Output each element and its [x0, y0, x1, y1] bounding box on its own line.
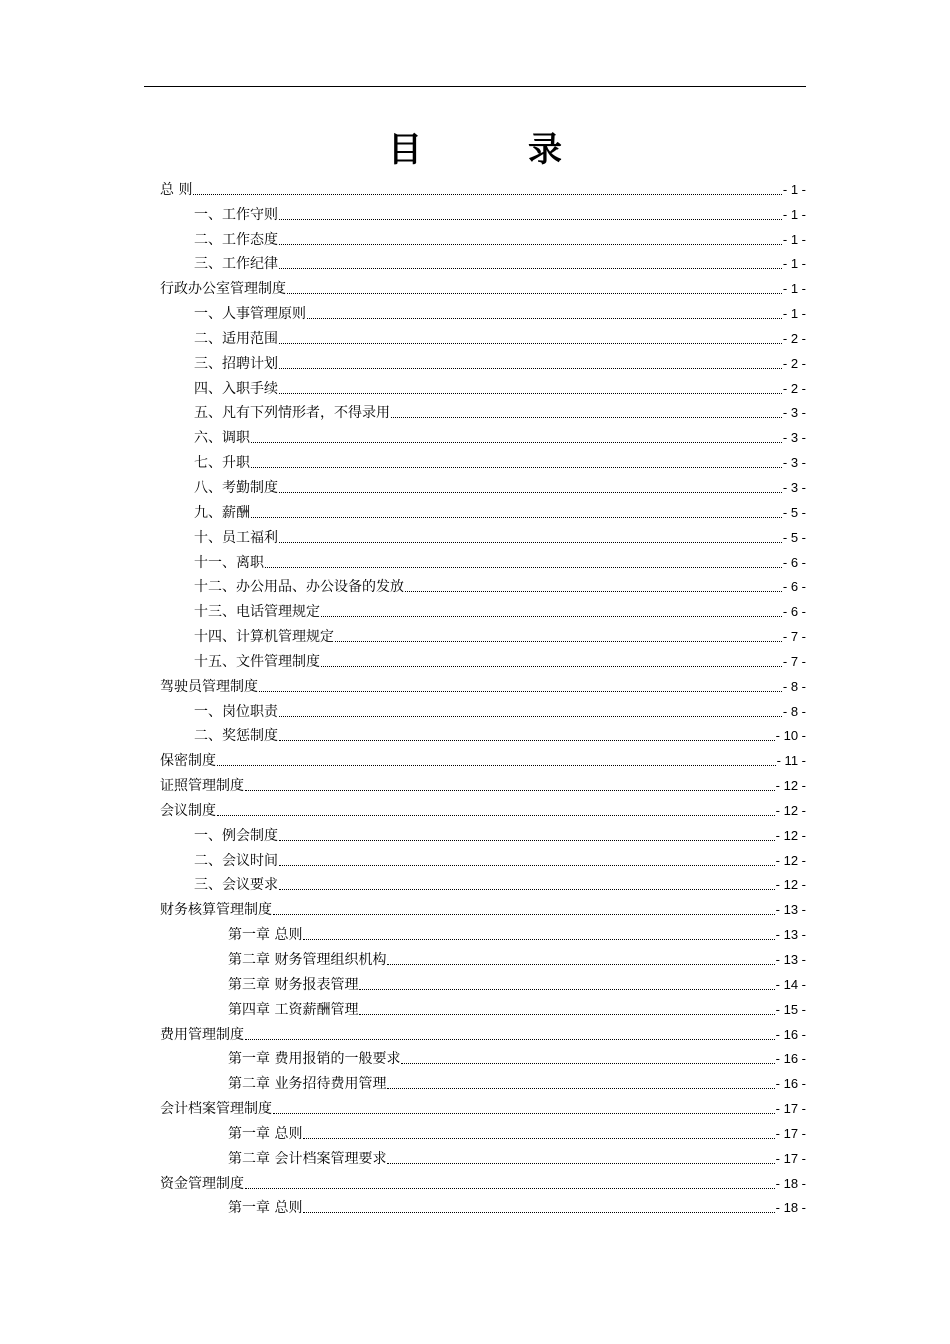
dot-leader [279, 393, 782, 394]
toc-entry[interactable] [160, 174, 806, 199]
toc-entry-title: 第二章 财务管理组织机构 [228, 952, 387, 968]
toc-entry[interactable] [160, 547, 806, 572]
toc-entry[interactable] [160, 298, 806, 323]
header-rule [144, 86, 806, 87]
toc-entry-page-number: - 3 - [782, 479, 806, 495]
dot-leader [279, 244, 782, 245]
dot-leader [279, 343, 782, 344]
dot-leader [217, 815, 775, 816]
toc-entry-title: 十一、离职 [194, 554, 264, 571]
toc-entry-title: 一、人事管理原则 [194, 306, 306, 323]
toc-entry-title: 资金管理制度 [160, 1175, 244, 1192]
toc-entry[interactable] [160, 621, 806, 646]
dot-leader [193, 194, 781, 195]
toc-entry-title: 七、升职 [194, 455, 250, 472]
toc-entry-page-number: - 1 - [782, 181, 806, 197]
toc-entry[interactable] [160, 1044, 806, 1069]
toc-entry-page-number: - 11 - [776, 753, 806, 769]
toc-entry[interactable] [160, 919, 806, 944]
toc-entry-title: 第一章 总则 [228, 1200, 303, 1217]
toc-entry-title: 费用管理制度 [160, 1026, 244, 1043]
toc-entry[interactable] [160, 994, 806, 1019]
toc-entry-title: 十五、文件管理制度 [194, 653, 320, 670]
toc-entry-page-number: - 16 - [775, 1076, 806, 1092]
toc-entry[interactable] [160, 944, 806, 969]
toc-entry-title: 五、凡有下列情形者，不得录用 [194, 405, 390, 422]
toc-entry-page-number: - 1 - [782, 256, 806, 272]
dot-leader [321, 666, 782, 667]
toc-entry-title: 行政办公室管理制度 [160, 281, 286, 298]
toc-entry[interactable] [160, 199, 806, 224]
toc-entry-title: 第一章 费用报销的一般要求 [228, 1051, 401, 1068]
toc-entry-page-number: - 18 - [775, 1200, 806, 1216]
dot-leader [245, 1188, 775, 1189]
toc-entry[interactable] [160, 795, 806, 820]
toc-entry-title: 二、适用范围 [194, 330, 278, 347]
toc-entry[interactable] [160, 1093, 806, 1118]
toc-entry-title: 证照管理制度 [160, 778, 244, 795]
toc-entry-page-number: - 6 - [782, 554, 806, 570]
dot-leader [279, 268, 782, 269]
toc-entry[interactable] [160, 721, 806, 746]
toc-entry-page-number: - 10 - [775, 728, 806, 744]
toc-title: 目 录 [388, 130, 598, 170]
dot-leader [251, 442, 782, 443]
toc-entry[interactable] [160, 572, 806, 597]
toc-entry-title: 一、岗位职责 [194, 703, 278, 720]
toc-entry-page-number: - 1 - [782, 306, 806, 322]
toc-entry[interactable] [160, 348, 806, 373]
toc-entry-title: 第一章 总则 [228, 927, 303, 944]
dot-leader [265, 567, 782, 568]
toc-entry-page-number: - 5 - [782, 504, 806, 520]
dot-leader [279, 368, 782, 369]
toc-entry[interactable] [160, 323, 806, 348]
dot-leader [251, 517, 782, 518]
toc-entry[interactable] [160, 1168, 806, 1193]
toc-entry-page-number: - 14 - [775, 976, 806, 992]
dot-leader [359, 989, 774, 990]
dot-leader [245, 1039, 775, 1040]
toc-entry-page-number: - 2 - [782, 330, 806, 346]
dot-leader [259, 691, 782, 692]
dot-leader [303, 1138, 774, 1139]
toc-entry-title: 一、例会制度 [194, 827, 278, 844]
dot-leader [387, 1163, 774, 1164]
dot-leader [321, 616, 782, 617]
toc-entry-page-number: - 6 - [782, 604, 806, 620]
toc-entry-title: 四、入职手续 [194, 380, 278, 397]
dot-leader [279, 840, 775, 841]
toc-entry-page-number: - 16 - [775, 1051, 806, 1067]
toc-entry[interactable] [160, 1068, 806, 1093]
dot-leader [387, 1088, 774, 1089]
dot-leader [217, 765, 776, 766]
toc-entry[interactable] [160, 1143, 806, 1168]
toc-entry[interactable] [160, 447, 806, 472]
toc-entry-page-number: - 16 - [775, 1026, 806, 1042]
toc-entry-page-number: - 3 - [782, 455, 806, 471]
table-of-contents [160, 174, 806, 1217]
toc-entry-page-number: - 12 - [775, 802, 806, 818]
toc-entry-page-number: - 13 - [775, 902, 806, 918]
toc-entry-title: 驾驶员管理制度 [160, 678, 258, 695]
toc-entry-title: 三、招聘计划 [194, 355, 278, 372]
dot-leader [391, 417, 782, 418]
dot-leader [303, 939, 774, 940]
toc-entry-title: 二、工作态度 [194, 231, 278, 248]
toc-entry-title: 总 则 [160, 181, 193, 198]
toc-entry[interactable] [160, 870, 806, 895]
toc-entry-page-number: - 12 - [775, 877, 806, 893]
toc-entry-page-number: - 7 - [782, 629, 806, 645]
toc-entry-title: 三、会议要求 [194, 877, 278, 894]
toc-entry-page-number: - 1 - [782, 281, 806, 297]
dot-leader [287, 293, 782, 294]
dot-leader [401, 1063, 774, 1064]
dot-leader [279, 889, 775, 890]
toc-entry-page-number: - 12 - [775, 852, 806, 868]
dot-leader [279, 219, 782, 220]
dot-leader [273, 1113, 775, 1114]
toc-entry-page-number: - 12 - [775, 827, 806, 843]
toc-entry-title: 会议制度 [160, 802, 216, 819]
toc-entry-page-number: - 17 - [775, 1101, 806, 1117]
toc-entry[interactable] [160, 1019, 806, 1044]
toc-entry[interactable] [160, 696, 806, 721]
toc-entry-page-number: - 8 - [782, 703, 806, 719]
toc-entry[interactable] [160, 646, 806, 671]
dot-leader [279, 542, 782, 543]
toc-entry[interactable] [160, 671, 806, 696]
toc-entry-page-number: - 17 - [775, 1125, 806, 1141]
toc-entry-title: 二、奖惩制度 [194, 728, 278, 745]
toc-entry-title: 第三章 财务报表管理 [228, 976, 359, 993]
toc-entry[interactable] [160, 820, 806, 845]
dot-leader [245, 790, 775, 791]
toc-entry[interactable] [160, 472, 806, 497]
toc-entry-page-number: - 6 - [782, 579, 806, 595]
toc-entry[interactable] [160, 1118, 806, 1143]
toc-entry-title: 第二章 业务招待费用管理 [228, 1076, 387, 1093]
toc-entry-page-number: - 1 - [782, 231, 806, 247]
toc-entry-title: 十四、计算机管理规定 [194, 629, 334, 646]
toc-entry-page-number: - 5 - [782, 529, 806, 545]
toc-entry-page-number: - 1 - [782, 206, 806, 222]
toc-entry-title: 六、调职 [194, 430, 250, 447]
toc-entry-page-number: - 2 - [782, 355, 806, 371]
toc-entry-title: 第二章 会计档案管理要求 [228, 1150, 387, 1167]
toc-entry[interactable] [160, 596, 806, 621]
toc-entry[interactable] [160, 969, 806, 994]
toc-entry[interactable] [160, 422, 806, 447]
toc-entry-title: 会计档案管理制度 [160, 1101, 272, 1118]
toc-entry-page-number: - 3 - [782, 430, 806, 446]
dot-leader [279, 716, 782, 717]
toc-entry[interactable] [160, 845, 806, 870]
toc-entry[interactable] [160, 373, 806, 398]
toc-entry-page-number: - 12 - [775, 778, 806, 794]
toc-entry-page-number: - 15 - [775, 1001, 806, 1017]
toc-entry[interactable] [160, 273, 806, 298]
dot-leader [303, 1212, 774, 1213]
dot-leader [279, 492, 782, 493]
toc-entry-page-number: - 3 - [782, 405, 806, 421]
toc-entry[interactable] [160, 745, 806, 770]
toc-entry-page-number: - 17 - [775, 1150, 806, 1166]
toc-entry-title: 三、工作纪律 [194, 256, 278, 273]
toc-entry[interactable] [160, 249, 806, 274]
dot-leader [387, 964, 774, 965]
toc-entry-title: 保密制度 [160, 753, 216, 770]
toc-entry-page-number: - 7 - [782, 653, 806, 669]
toc-entry-page-number: - 8 - [782, 678, 806, 694]
dot-leader [335, 641, 782, 642]
dot-leader [251, 467, 782, 468]
toc-entry-title: 九、薪酬 [194, 504, 250, 521]
toc-entry[interactable] [160, 770, 806, 795]
toc-entry-title: 十、员工福利 [194, 529, 278, 546]
toc-entry-title: 十三、电话管理规定 [194, 604, 320, 621]
dot-leader [279, 865, 775, 866]
dot-leader [359, 1014, 774, 1015]
toc-entry-page-number: - 13 - [775, 952, 806, 967]
toc-entry-title: 十二、办公用品、办公设备的发放 [194, 579, 404, 596]
toc-entry[interactable] [160, 398, 806, 423]
dot-leader [273, 914, 775, 915]
toc-entry-title: 二、会议时间 [194, 852, 278, 869]
toc-entry-title: 一、工作守则 [194, 206, 278, 223]
dot-leader [279, 740, 775, 741]
toc-entry[interactable] [160, 1193, 806, 1218]
toc-entry-title: 财务核算管理制度 [160, 902, 272, 919]
toc-entry[interactable] [160, 894, 806, 919]
dot-leader [307, 318, 782, 319]
toc-entry[interactable] [160, 497, 806, 522]
toc-entry-page-number: - 13 - [775, 927, 806, 943]
toc-entry-title: 第一章 总则 [228, 1125, 303, 1142]
dot-leader [405, 591, 782, 592]
toc-entry-title: 第四章 工资薪酬管理 [228, 1001, 359, 1018]
toc-entry-title: 八、考勤制度 [194, 479, 278, 496]
toc-entry-page-number: - 2 - [782, 380, 806, 396]
toc-entry-page-number: - 18 - [775, 1175, 806, 1191]
toc-entry[interactable] [160, 522, 806, 547]
toc-entry[interactable] [160, 224, 806, 249]
